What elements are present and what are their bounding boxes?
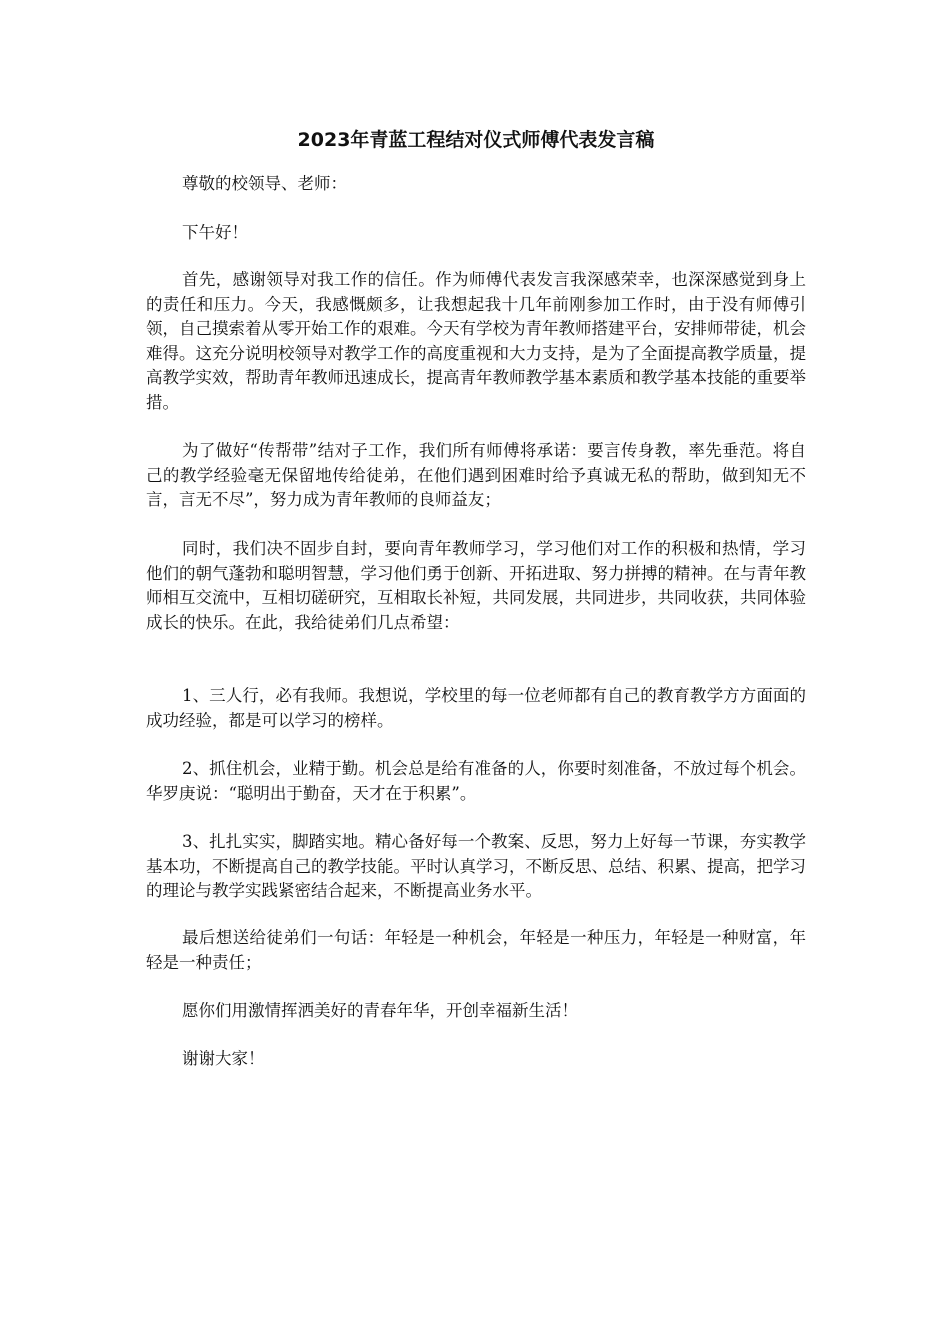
hope-item-2: 2、抓住机会，业精于勤。机会总是给有准备的人，你要时刻准备，不放过每个机会。华罗庚说：“聪明出于勤奋，天才在于积累”。 xyxy=(146,759,806,803)
paragraph-closing-words: 最后想送给徒弟们一句话：年轻是一种机会，年轻是一种压力，年轻是一种财富，年轻是一种责任； xyxy=(146,928,806,972)
paragraph-learning: 同时，我们决不固步自封，要向青年教师学习，学习他们对工作的积极和热情，学习他们的朝气蓬勃和聪明智慧，学习他们勇于创新、开拓进取、努力拼搏的精神。在与青年教师相互交流中，互相切磋研究，互相取长补短，共同发展，共同进步，共同收获，共同体验成长的快乐。在此，我给徒弟们几点希望： xyxy=(146,539,806,632)
paragraph-wish: 愿你们用激情挥洒美好的青春年华，开创幸福新生活！ xyxy=(182,1001,578,1020)
paragraph-thanks: 谢谢大家！ xyxy=(182,1049,265,1068)
document-title: 2023年青蓝工程结对仪式师傅代表发言稿 xyxy=(297,129,655,151)
hope-item-1: 1、三人行，必有我师。我想说，学校里的每一位老师都有自己的教育教学方方面面的成功经验，都是可以学习的榜样。 xyxy=(146,686,806,730)
paragraph-intro: 首先，感谢领导对我工作的信任。作为师傅代表发言我深感荣幸，也深深感觉到身上的责任和压力。今天，我感慨颇多，让我想起我十几年前刚参加工作时，由于没有师傅引领，自己摸索着从零开始工作的艰难。今天有学校为青年教师搭建平台，安排师带徒，机会难得。这充分说明校领导对教学工作的高度重视和大力支持，是为了全面提高教学质量，提高教学实效，帮助青年教师迅速成长，提高青年教师教学基本素质和教学基本技能的重要举措。 xyxy=(146,270,806,412)
salutation: 尊敬的校领导、老师： xyxy=(182,174,347,193)
hope-item-3: 3、扎扎实实，脚踏实地。精心备好每一个教案、反思，努力上好每一节课，夯实教学基本功，不断提高自己的教学技能。平时认真学习，不断反思、总结、积累、提高，把学习的理论与教学实践紧密结合起来，不断提高业务水平。 xyxy=(146,832,806,900)
paragraph-promise: 为了做好“传帮带”结对子工作，我们所有师傅将承诺：要言传身教，率先垂范。将自己的教学经验毫无保留地传给徒弟，在他们遇到困难时给予真诚无私的帮助，做到知无不言，言无不尽”，努力成为青年教师的良师益友； xyxy=(146,441,806,509)
greeting: 下午好！ xyxy=(182,223,248,242)
